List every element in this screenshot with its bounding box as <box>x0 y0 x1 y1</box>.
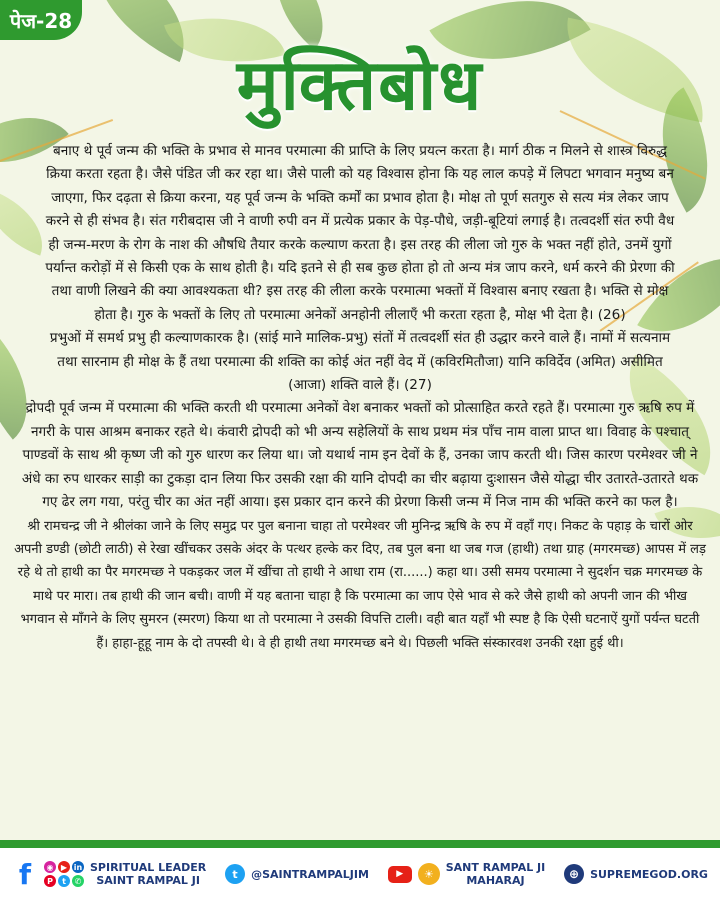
youtube-icon[interactable]: ▶ <box>388 866 412 883</box>
youtube-line-1: SANT RAMPAL JI <box>445 861 546 874</box>
twitter-icon[interactable]: t <box>225 864 245 884</box>
paragraph-1: बनाए थे पूर्व जन्म की भक्ति के प्रभाव से मानव परमात्मा की प्राप्ति के लिए प्रयत्न करता है। मार्ग ठीक न मिलने से शास्त्र विरुद्ध क्रिया करता रहता है। जैसे पंडित जी कर रहा था। जैसे पाली को यह विश्वास होना कि यह लाल कपड़े में लिपटा भगवान मनुष्य बन जाएगा, फिर दढ़ता से क्रिया करना, यह पूर्व जन्म के भक्ति कर्मों का प्रभाव होता है। मोक्ष तो पूर्ण सतगुरु से सत्य मंत्र लेकर जाप करने से ही संभव है। संत गरीबदास जी ने वाणी रुपी वन में प्रत्येक प्रकार के पेड़-पौधे, जड़ी-बूटियां लगाई है। तत्वदर्शी संत रुपी वैध ही जन्म-मरण के रोग के नाश की औषधि तैयार करके कल्याण करता है। इस तरह की लीला जो गुरु के भक्त नहीं होते, उनमें युगों पर्यान्त करोड़ों में से किसी एक के साथ होती है। यदि इतने से ही सब कुछ होता हो तो अन्य मंत्र जाप करने, धर्म करने की प्रेरणा की तथा वाणी लिखने की क्या आवश्यकता थी? इस तरह की लीला करके परमात्मा भक्तों में विश्वास बनाए रखता है। भक्ति से मोक्ष होता है। गुरु के भक्तों के लिए तो परमात्मा अनेकों अनहोनी लीलाएँ भी करता रहता है, मोक्ष भी देता है। (26) <box>45 143 675 323</box>
body-text <box>14 140 706 655</box>
paragraph-3: द्रोपदी पूर्व जन्म में परमात्मा की भक्ति करती थी परमात्मा अनेकों वेश बनाकर भक्तों को प्रोत्साहित करते रहते हैं। परमात्मा गुरु ऋषि रुप में नगरी के पास आश्रम बनाकर रहते थे। कंवारी द्रोपदी को भी अन्य सहेलियों के साथ प्रथम मंत्र पाँच नाम वाला प्राप्त था। विवाह के पश्चात् पाण्डवों के साथ श्री कृष्ण जी को गुरु धारण कर लिया था। जो यथार्थ नाम इन देवों के हैं, उनका जाप करती थी। जिस कारण परमेश्वर जी ने अंधे का रुप धारकर साड़ी का टुकड़ा दान लिया फिर उसकी रक्षा की यानि दोपदी का चीर बढ़ाया दुःशासन जैसे योद्धा चीर उतारते-उतारते थक गए ढेर लग गया, परंतु चीर का अंत नहीं आया। इस प्रकार दान करने की प्रेरणा किसी जन्म में निज नाम की भक्ति करने का फल है। <box>21 400 699 511</box>
leader-line-1: SPIRITUAL LEADER <box>90 861 207 874</box>
footer-divider <box>0 840 720 848</box>
footer-website-group[interactable] <box>564 864 708 884</box>
leader-line-2: SAINT RAMPAL JI <box>96 874 200 887</box>
footer-bar <box>0 848 720 900</box>
footer-social-group <box>12 857 207 891</box>
twitter-icon[interactable]: t <box>58 875 70 887</box>
linkedin-icon[interactable]: in <box>73 862 83 872</box>
footer-youtube-group[interactable] <box>388 861 546 887</box>
youtube-line-2: MAHARAJ <box>466 874 525 887</box>
social-icons-grid <box>44 861 84 887</box>
page-title: मुक्तिबोध <box>236 44 484 126</box>
sant-rampal-logo-icon: ☀ <box>418 863 440 885</box>
globe-icon: ⊕ <box>564 864 584 884</box>
youtube-channel-label[interactable] <box>446 861 546 887</box>
pinterest-icon[interactable]: P <box>44 875 56 887</box>
instagram-icon[interactable]: ◉ <box>44 861 56 873</box>
spiritual-leader-label <box>90 861 206 887</box>
facebook-icon[interactable]: f <box>12 861 38 887</box>
footer-twitter-group[interactable] <box>225 864 369 884</box>
paragraph-2: प्रभुओं में समर्थ प्रभु ही कल्याणकारक है। (सांई माने मालिक-प्रभु) संतों में तत्वदर्शी संत ही उद्धार करने वाले हैं। नामों में सत्यनाम तथा सारनाम ही मोक्ष के हैं तथा परमात्मा की शक्ति का कोई अंत नहीं वेद में (कविरमितौजा) यानि कविर्देव (अमित) असीमित (आजा) शक्ति वाले हैं। (27) <box>49 330 671 394</box>
page-number-badge: पेज-28 <box>0 0 82 40</box>
paragraph-4: श्री रामचन्द्र जी ने श्रीलंका जाने के लिए समुद्र पर पुल बनाना चाहा तो परमेश्वर जी मुनिन्द्र ऋषि के रुप में वहाँ गए। निकट के पहाड़ के चारों ओर अपनी डण्डी (छोटी लाठी) से रेखा खींचकर उसके अंदर के पत्थर हल्के कर दिए, तब पुल बना था जब गज (हाथी) तथा ग्राह (मगरमच्छ) आपस में लड़ रहे थे तो हाथी का पैर मगरमच्छ ने पकड़कर जल में खींचा तो हाथी ने आधा राम (रा......) कहा था। उसी समय परमात्मा ने सुदर्शन चक्र मगरमच्छ के माथे पर मारा। तब हाथी की जान बची। वाणी में यह बताना चाहा है कि परमात्मा का जाप ऐसे भाव से करे जैसे हाथी को अपनी जान की भीख भगवान से माँगने के लिए सुमरन (स्मरण) किया था तो परमात्मा ने उसकी विपत्ति टाली। वही बात यहाँ भी स्पष्ट है कि ऐसी घटनाऐं युगों पर्यन्त घटती हैं। हाहा-हूहू नाम के दो तपस्वी थे। वे ही हाथी तथा मगरमच्छ बने थे। पिछली भक्ति संस्कारवश उनकी रक्षा हुई थी। <box>14 518 706 651</box>
whatsapp-icon[interactable]: ✆ <box>72 875 84 887</box>
twitter-handle[interactable]: @SAINTRAMPALJIM <box>251 867 369 881</box>
website-link[interactable]: SUPREMEGOD.ORG <box>590 867 708 881</box>
youtube-icon[interactable]: ▶ <box>58 861 70 873</box>
